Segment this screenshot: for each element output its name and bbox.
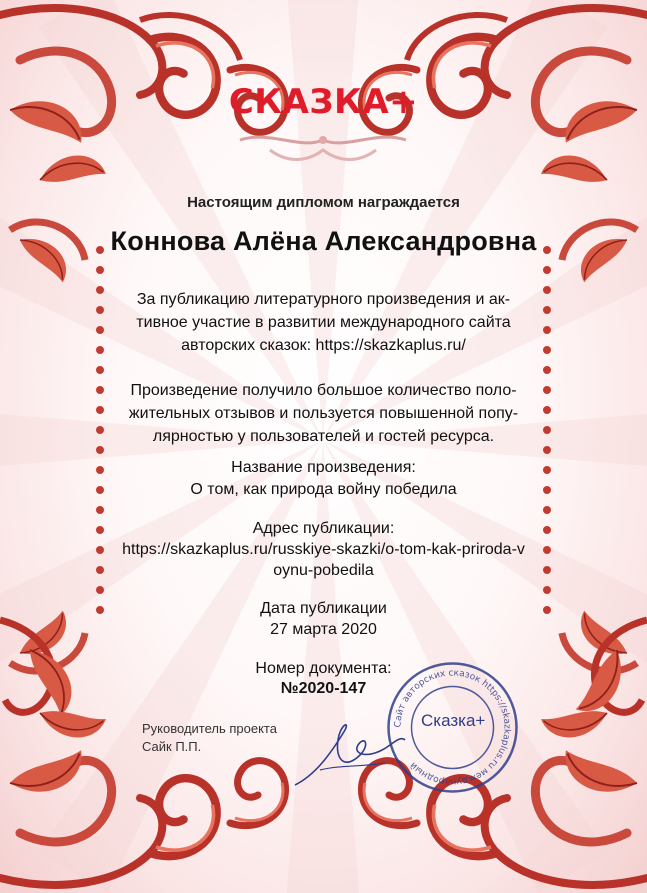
logo-text: СКАЗКА+ xyxy=(228,82,419,122)
document-number-label: Номер документа: xyxy=(255,660,392,677)
recipient-name: Коннова Алёна Александровна xyxy=(110,226,537,256)
paragraph-publication xyxy=(0,288,647,357)
stamp-center-text: Сказка+ xyxy=(421,711,486,730)
signature-scribble xyxy=(290,715,410,795)
address-line-2: oynu-pobedila xyxy=(273,562,374,579)
paragraph-popularity xyxy=(0,379,647,448)
svg-text:Сайт авторских сказок https://: Сайт авторских сказок https://skazkaplus.ru международный xyxy=(393,668,512,787)
paragraph-line: лярностью у пользователей и гостей ресурса. xyxy=(152,428,495,445)
awarded-heading: Настоящим дипломом награждается xyxy=(187,194,460,211)
signature-block xyxy=(142,720,277,756)
paragraph-line: Произведение получило большое количество поло- xyxy=(130,382,517,399)
address-line-1: https://skazkaplus.ru/russkiye-skazki/o-tom-kak-priroda-v xyxy=(122,541,525,558)
work-label: Название произведения: xyxy=(231,459,416,476)
signature-person: Сайк П.П. xyxy=(142,739,202,754)
address-label: Адрес публикации: xyxy=(252,520,395,537)
paragraph-line: жительных отзывов и пользуется повышенной попу- xyxy=(128,405,519,422)
work-title: О том, как природа войну победила xyxy=(190,481,457,498)
paragraph-line: За публикацию литературного произведения и ак- xyxy=(136,291,511,308)
signature-role: Руководитель проекта xyxy=(142,721,277,736)
paragraph-line: тивное участие в развитии международного сайта xyxy=(136,314,511,331)
date-value: 27 марта 2020 xyxy=(270,621,377,638)
date-label: Дата публикации xyxy=(260,600,387,617)
document-number: №2020-147 xyxy=(280,680,367,697)
paragraph-line: авторских сказок: https://skazkaplus.ru/ xyxy=(181,337,466,354)
